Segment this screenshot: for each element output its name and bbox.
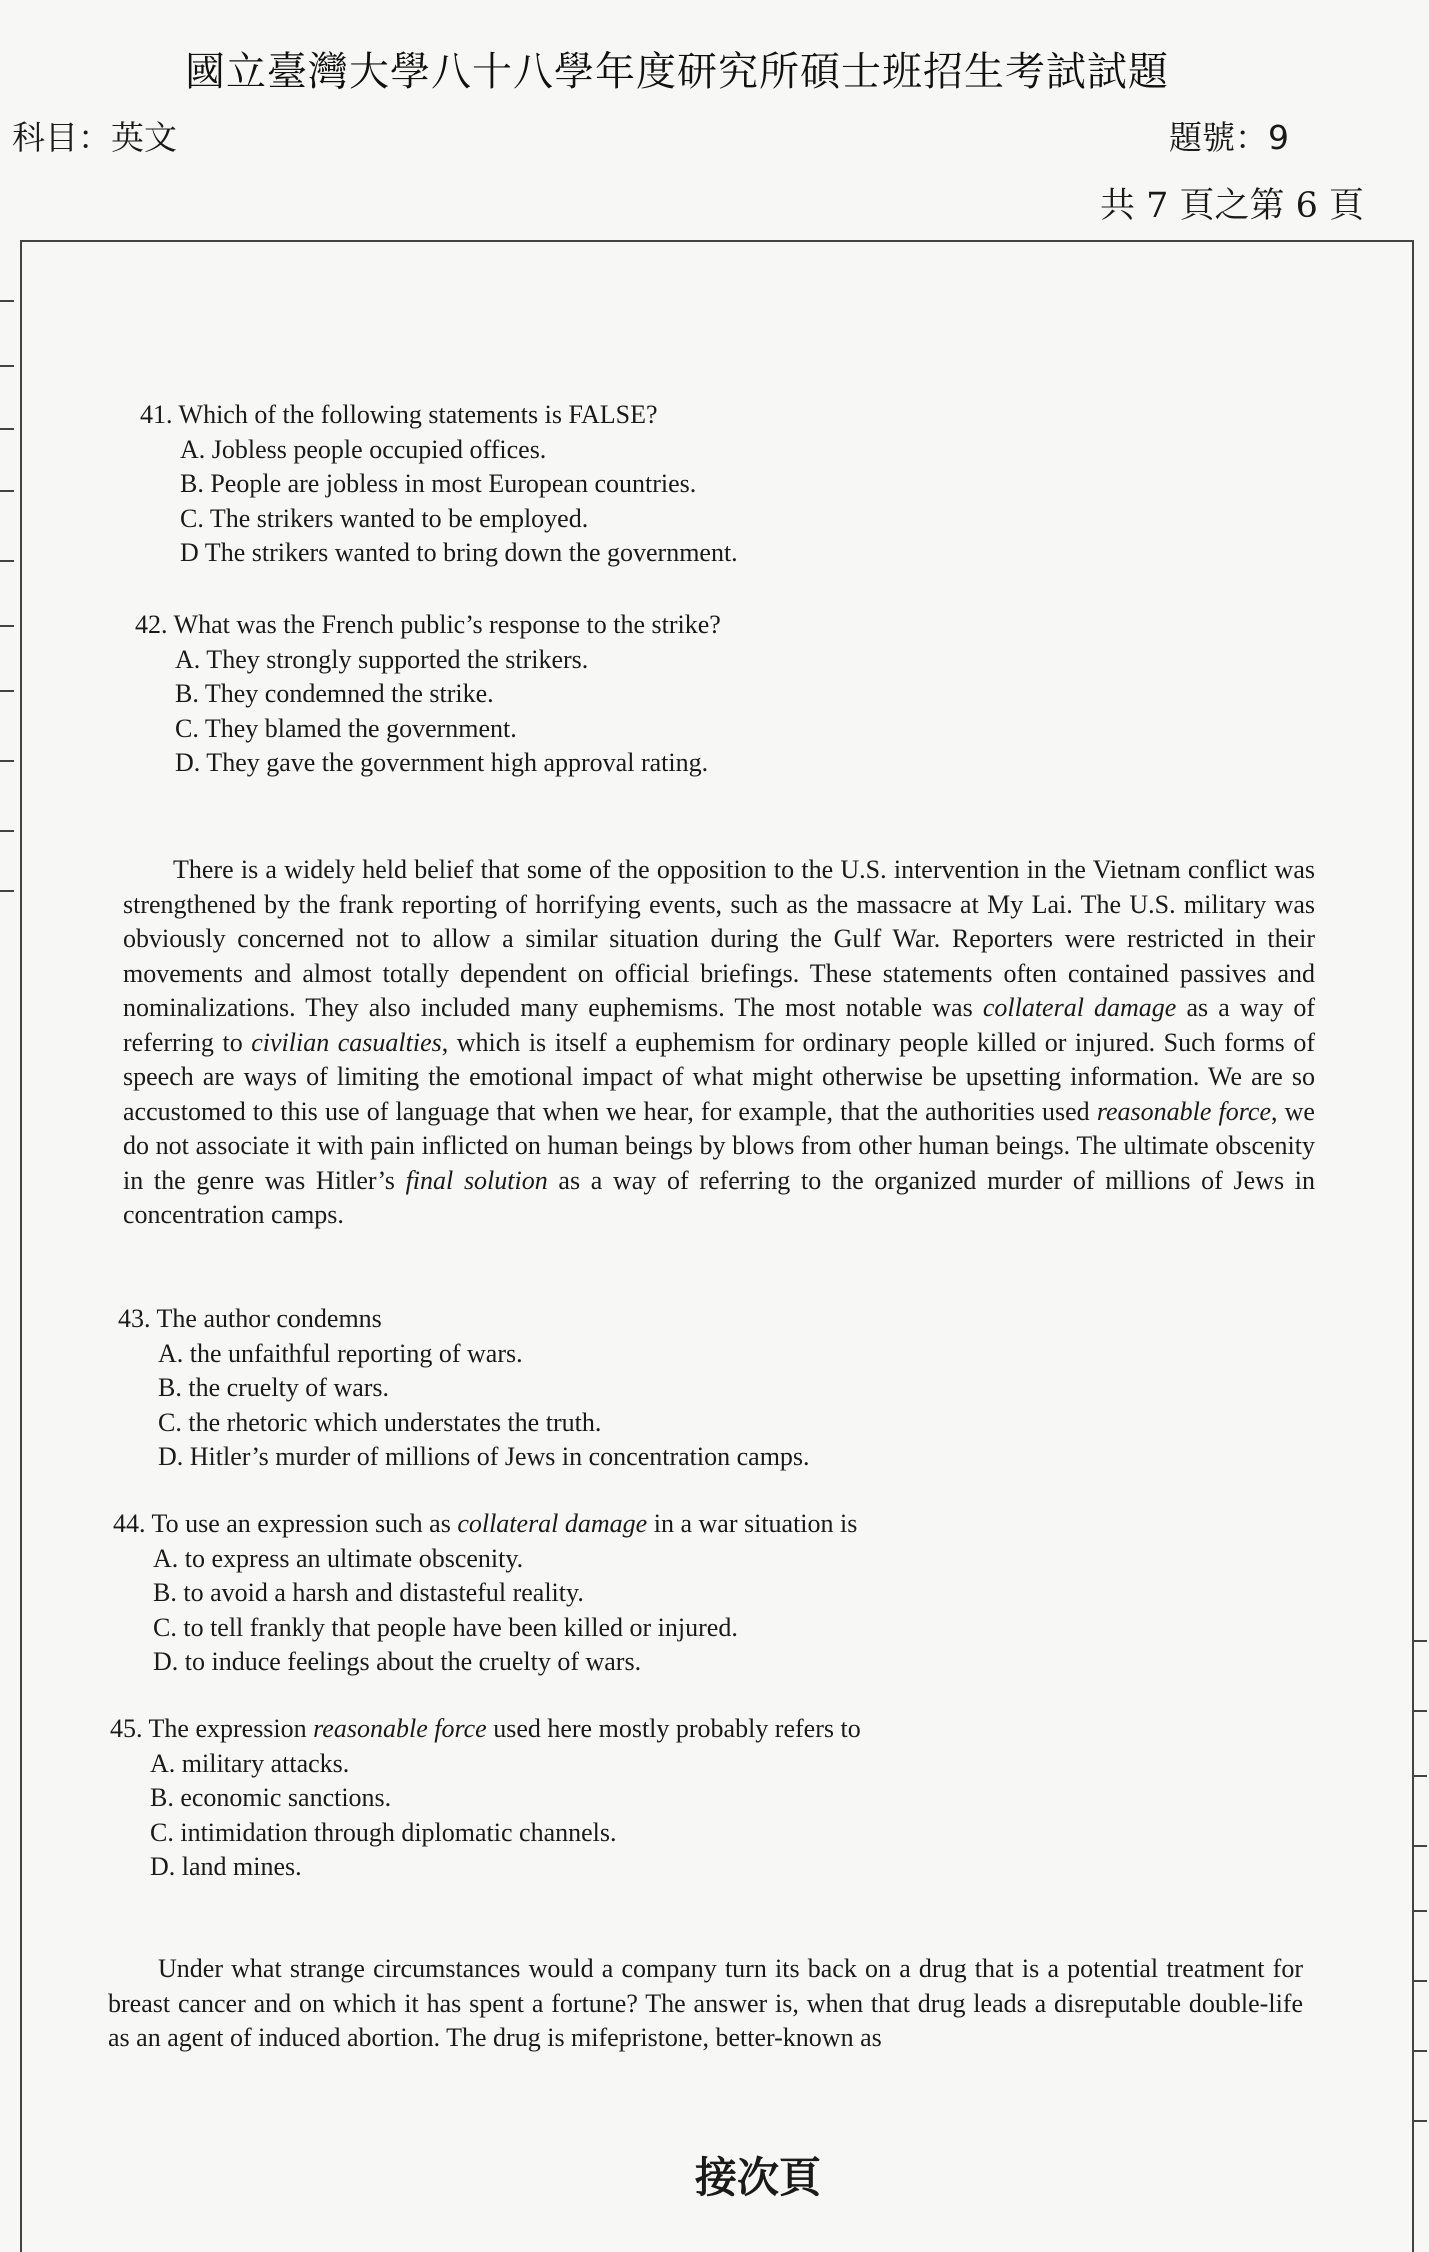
question-41 — [140, 398, 738, 571]
margin-tick — [0, 890, 14, 892]
reading-passage-euphemism — [123, 853, 1315, 1233]
passage-italic-term: civilian casualties — [251, 1027, 442, 1057]
passage-italic-term: collateral damage — [982, 993, 1177, 1022]
question-43-option-d: D. Hitler’s murder of millions of Jews in concentration camps. — [158, 1442, 810, 1471]
margin-tick — [0, 428, 14, 430]
margin-tick — [0, 560, 14, 562]
question-43-stem: 43. The author condemns — [118, 1304, 382, 1333]
subject-label: 科目：英文 — [12, 118, 177, 157]
question-44-option-c: C. to tell frankly that people have been killed or injured. — [153, 1612, 738, 1642]
stem-italic-term: collateral damage — [457, 1509, 648, 1538]
question-44-option-d: D. to induce feelings about the cruelty of wars. — [153, 1647, 642, 1676]
passage-text: as a way of referring to — [123, 993, 1315, 1057]
margin-tick — [0, 300, 14, 302]
question-41-option-d: D The strikers wanted to bring down the government. — [180, 538, 738, 567]
stem-text: used here mostly probably refers to — [486, 1714, 861, 1743]
question-41-option-b: B. People are jobless in most European countries. — [180, 469, 697, 498]
question-42-option-d: D. They gave the government high approval rating. — [175, 748, 709, 777]
margin-tick — [0, 690, 14, 692]
margin-tick — [1413, 1845, 1427, 1847]
passage-italic-term: final solution — [405, 1165, 548, 1195]
passage-text: , which is itself a euphemism for ordinary people killed or injured. Such forms of speech are ways of limiting the emotional impact of what might otherwise be upsetting information. We are so accustomed to this use of language that when we hear, for example, that the authorities used — [123, 1027, 1315, 1126]
question-41-option-a: A. Jobless people occupied offices. — [180, 434, 547, 464]
question-42-option-a: A. They strongly supported the strikers. — [175, 644, 589, 674]
margin-tick — [0, 625, 14, 627]
stem-italic-term: reasonable force — [313, 1714, 487, 1743]
margin-tick — [1413, 2120, 1427, 2122]
stem-text: in a war situation is — [647, 1509, 858, 1538]
margin-tick — [1413, 1910, 1427, 1912]
margin-tick — [1413, 1710, 1427, 1712]
margin-tick — [0, 760, 14, 762]
question-42-stem: 42. What was the French public’s response to the strike? — [135, 610, 721, 639]
margin-tick — [0, 365, 14, 367]
question-45-option-a: A. military attacks. — [150, 1748, 350, 1778]
exam-title: 國立臺灣大學八十八學年度研究所碩士班招生考試試題 — [185, 49, 1169, 95]
margin-tick — [0, 490, 14, 492]
question-43-option-a: A. the unfaithful reporting of wars. — [158, 1338, 523, 1368]
margin-tick — [1413, 1640, 1427, 1642]
margin-tick — [1413, 1775, 1427, 1777]
question-number: 題號：9 — [1169, 118, 1289, 157]
margin-tick — [0, 830, 14, 832]
stem-text: 44. To use an expression such as — [113, 1509, 458, 1538]
question-42-option-c: C. They blamed the government. — [175, 713, 517, 743]
question-45 — [110, 1712, 861, 1885]
stem-text: 45. The expression — [110, 1714, 314, 1743]
question-45-option-b: B. economic sanctions. — [150, 1783, 392, 1812]
question-42-option-b: B. They condemned the strike. — [175, 679, 494, 708]
reading-passage-mifepristone: Under what strange circumstances would a company turn its back on a drug that is a potential treatment for breast cancer and on which it has spent a fortune? The answer is, when that drug leads a disreputable double-life as an agent of induced abortion. The drug is mifepristone, better-known as — [108, 1954, 1303, 2052]
margin-tick — [1413, 1980, 1427, 1982]
question-45-stem — [110, 1712, 861, 1747]
question-42 — [135, 608, 721, 781]
continue-next-page: 接次頁 — [695, 2153, 822, 2202]
passage-text: as a way of referring to the organized murder of millions of Jews in concentration camps. — [123, 1165, 1315, 1229]
question-44 — [113, 1507, 857, 1680]
page-count: 共 7 頁之第 6 頁 — [1099, 186, 1364, 226]
question-44-stem — [113, 1507, 857, 1542]
question-44-option-a: A. to express an ultimate obscenity. — [153, 1543, 524, 1573]
question-41-stem: 41. Which of the following statements is FALSE? — [140, 400, 658, 429]
margin-tick — [1413, 2050, 1427, 2052]
passage-text: , we do not associate it with pain inflicted on human beings by blows from other human beings. The ultimate obscenity in the genre was Hitler’s — [123, 1096, 1315, 1195]
question-43-option-b: B. the cruelty of wars. — [158, 1373, 390, 1402]
question-45-option-c: C. intimidation through diplomatic channels. — [150, 1817, 617, 1847]
question-41-option-c: C. The strikers wanted to be employed. — [180, 503, 589, 533]
question-44-option-b: B. to avoid a harsh and distasteful reality. — [153, 1578, 584, 1607]
question-43 — [118, 1302, 810, 1475]
question-45-option-d: D. land mines. — [150, 1852, 302, 1881]
passage-italic-term: reasonable force — [1096, 1096, 1272, 1126]
question-43-option-c: C. the rhetoric which understates the truth. — [158, 1407, 602, 1437]
passage-text: There is a widely held belief that some of the opposition to the U.S. intervention in the Vietnam conflict was strengthened by the frank reporting of horrifying events, such as the massacre at My Lai. The U.S. military was obviously concerned not to allow a similar situation during the Gulf War. Reporters were restricted in their movements and almost totally dependent on official briefings. These statements often contained passives and nominalizations. They also included many euphemisms. The most notable was — [123, 855, 1315, 1022]
